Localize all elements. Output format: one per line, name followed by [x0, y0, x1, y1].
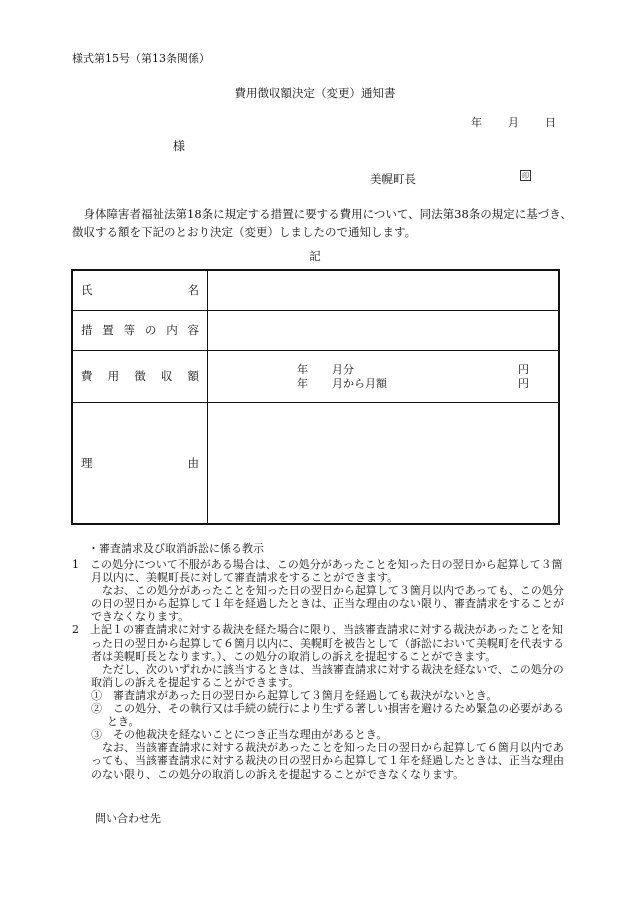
label-char: 置 [102, 323, 114, 337]
name-value [208, 270, 560, 310]
seal-mark: 印 [522, 172, 529, 180]
fee-label [72, 350, 208, 402]
notice-item-1-para: なお、この処分があったことを知った日の翌日から起算して３箇月以内であっても、この処分の日の翌日から起算して１年を経過したときは、正当な理由のない限り、審査請求をすることができなくなります。 [91, 584, 564, 624]
label-char: 理 [81, 455, 93, 470]
inquiry-label: 問い合わせ先 [95, 812, 161, 825]
notice-item-2-para: ただし、次のいずれかに該当するときは、当該審査請求に対する裁決を経ないで、この処分の取消しの訴えを提起することができます。 [91, 662, 564, 689]
table-row-measures [72, 310, 559, 350]
label-char: 容 [187, 323, 199, 337]
label-char: 用 [107, 369, 120, 383]
notice-heading: ・審査請求及び取消訴訟に係る教示 [88, 542, 264, 555]
document-title: 費用徴収額決定（変更）通知書 [234, 86, 396, 100]
notice-sub-3: ③ その他裁決を経ないことにつき正当な理由があるとき。 [91, 728, 388, 742]
table-row-fee [72, 350, 559, 402]
measures-label [72, 310, 208, 350]
form-number: 様式第15号（第13条関係） [72, 52, 210, 65]
fee-value [208, 350, 560, 402]
notice-body [72, 558, 568, 781]
label-char: 等 [123, 323, 136, 337]
reason-label [72, 402, 208, 524]
date-day: 日 [545, 116, 556, 129]
notice-item-1: 1 この処分について不服がある場合は、この処分があったことを知った日の翌日から起算して３箇月以内に、美幌町長に対して審査請求をすることができます。 [72, 558, 563, 585]
issuer-name: 美幌町長 [370, 172, 416, 186]
date-year: 年 [471, 116, 482, 129]
label-char: 措 [81, 323, 93, 337]
date-month: 月 [508, 116, 519, 129]
ki-heading: 記 [309, 249, 321, 263]
name-label [72, 270, 208, 310]
fee-text: 月から月額 [332, 376, 387, 390]
notice-final-para: なお、当該審査請求に対する裁決があったことを知った日の翌日から起算して６箇月以内であっても、当該審査請求に対する裁決の日の翌日から起算して１年を経過したときは、正当な理由のない限り、この処分の取消しの訴えを提起することができなくなります。 [91, 741, 564, 781]
notice-sub-2: ② この処分、その執行又は手続の続行により生ずる著しい損害を避けるため緊急の必要があるとき。 [91, 702, 564, 729]
label-char: 費 [81, 369, 93, 383]
label-char: 由 [187, 455, 199, 470]
notice-item-2: 2 上記１の審査請求に対する裁決を経た場合に限り、当該審査請求に対する裁決があったことを知った日の翌日から起算して６箇月以内に、美幌町を被告として（訴訟において美幌町を代表する者は美幌町長となります。）、この処分の取消しの訴えを提起することができます。 [72, 623, 564, 663]
label-char: 徴 [134, 369, 146, 383]
body-text: 身体障害者福祉法第18条に規定する措置に要する費用について、同法第38条の規定に基づき、徴収する額を下記のとおり決定（変更）しましたので通知します。 [72, 207, 572, 239]
fee-year: 年 [297, 376, 308, 390]
label-char: 額 [187, 369, 199, 383]
label-char: 名 [187, 283, 199, 298]
fee-yen: 円 [518, 376, 529, 390]
label-char: の [144, 323, 157, 337]
table-row-reason [72, 402, 559, 524]
label-char: 収 [160, 369, 173, 383]
fee-text: 月分 [332, 362, 354, 376]
fee-table [71, 269, 560, 525]
notice-sub-1: ① 審査請求があった日の翌日から起算して３箇月を経過しても裁決がないとき。 [91, 688, 498, 702]
label-char: 氏 [81, 283, 93, 298]
addressee-honorific: 様 [173, 139, 186, 153]
label-char: 内 [166, 323, 178, 337]
reason-value [208, 402, 560, 524]
table-row-name [72, 270, 559, 310]
measures-value [208, 310, 560, 350]
fee-line-monthly-amount [297, 375, 537, 391]
fee-yen: 円 [518, 362, 529, 376]
fee-year: 年 [297, 362, 308, 376]
date-line [445, 114, 556, 130]
